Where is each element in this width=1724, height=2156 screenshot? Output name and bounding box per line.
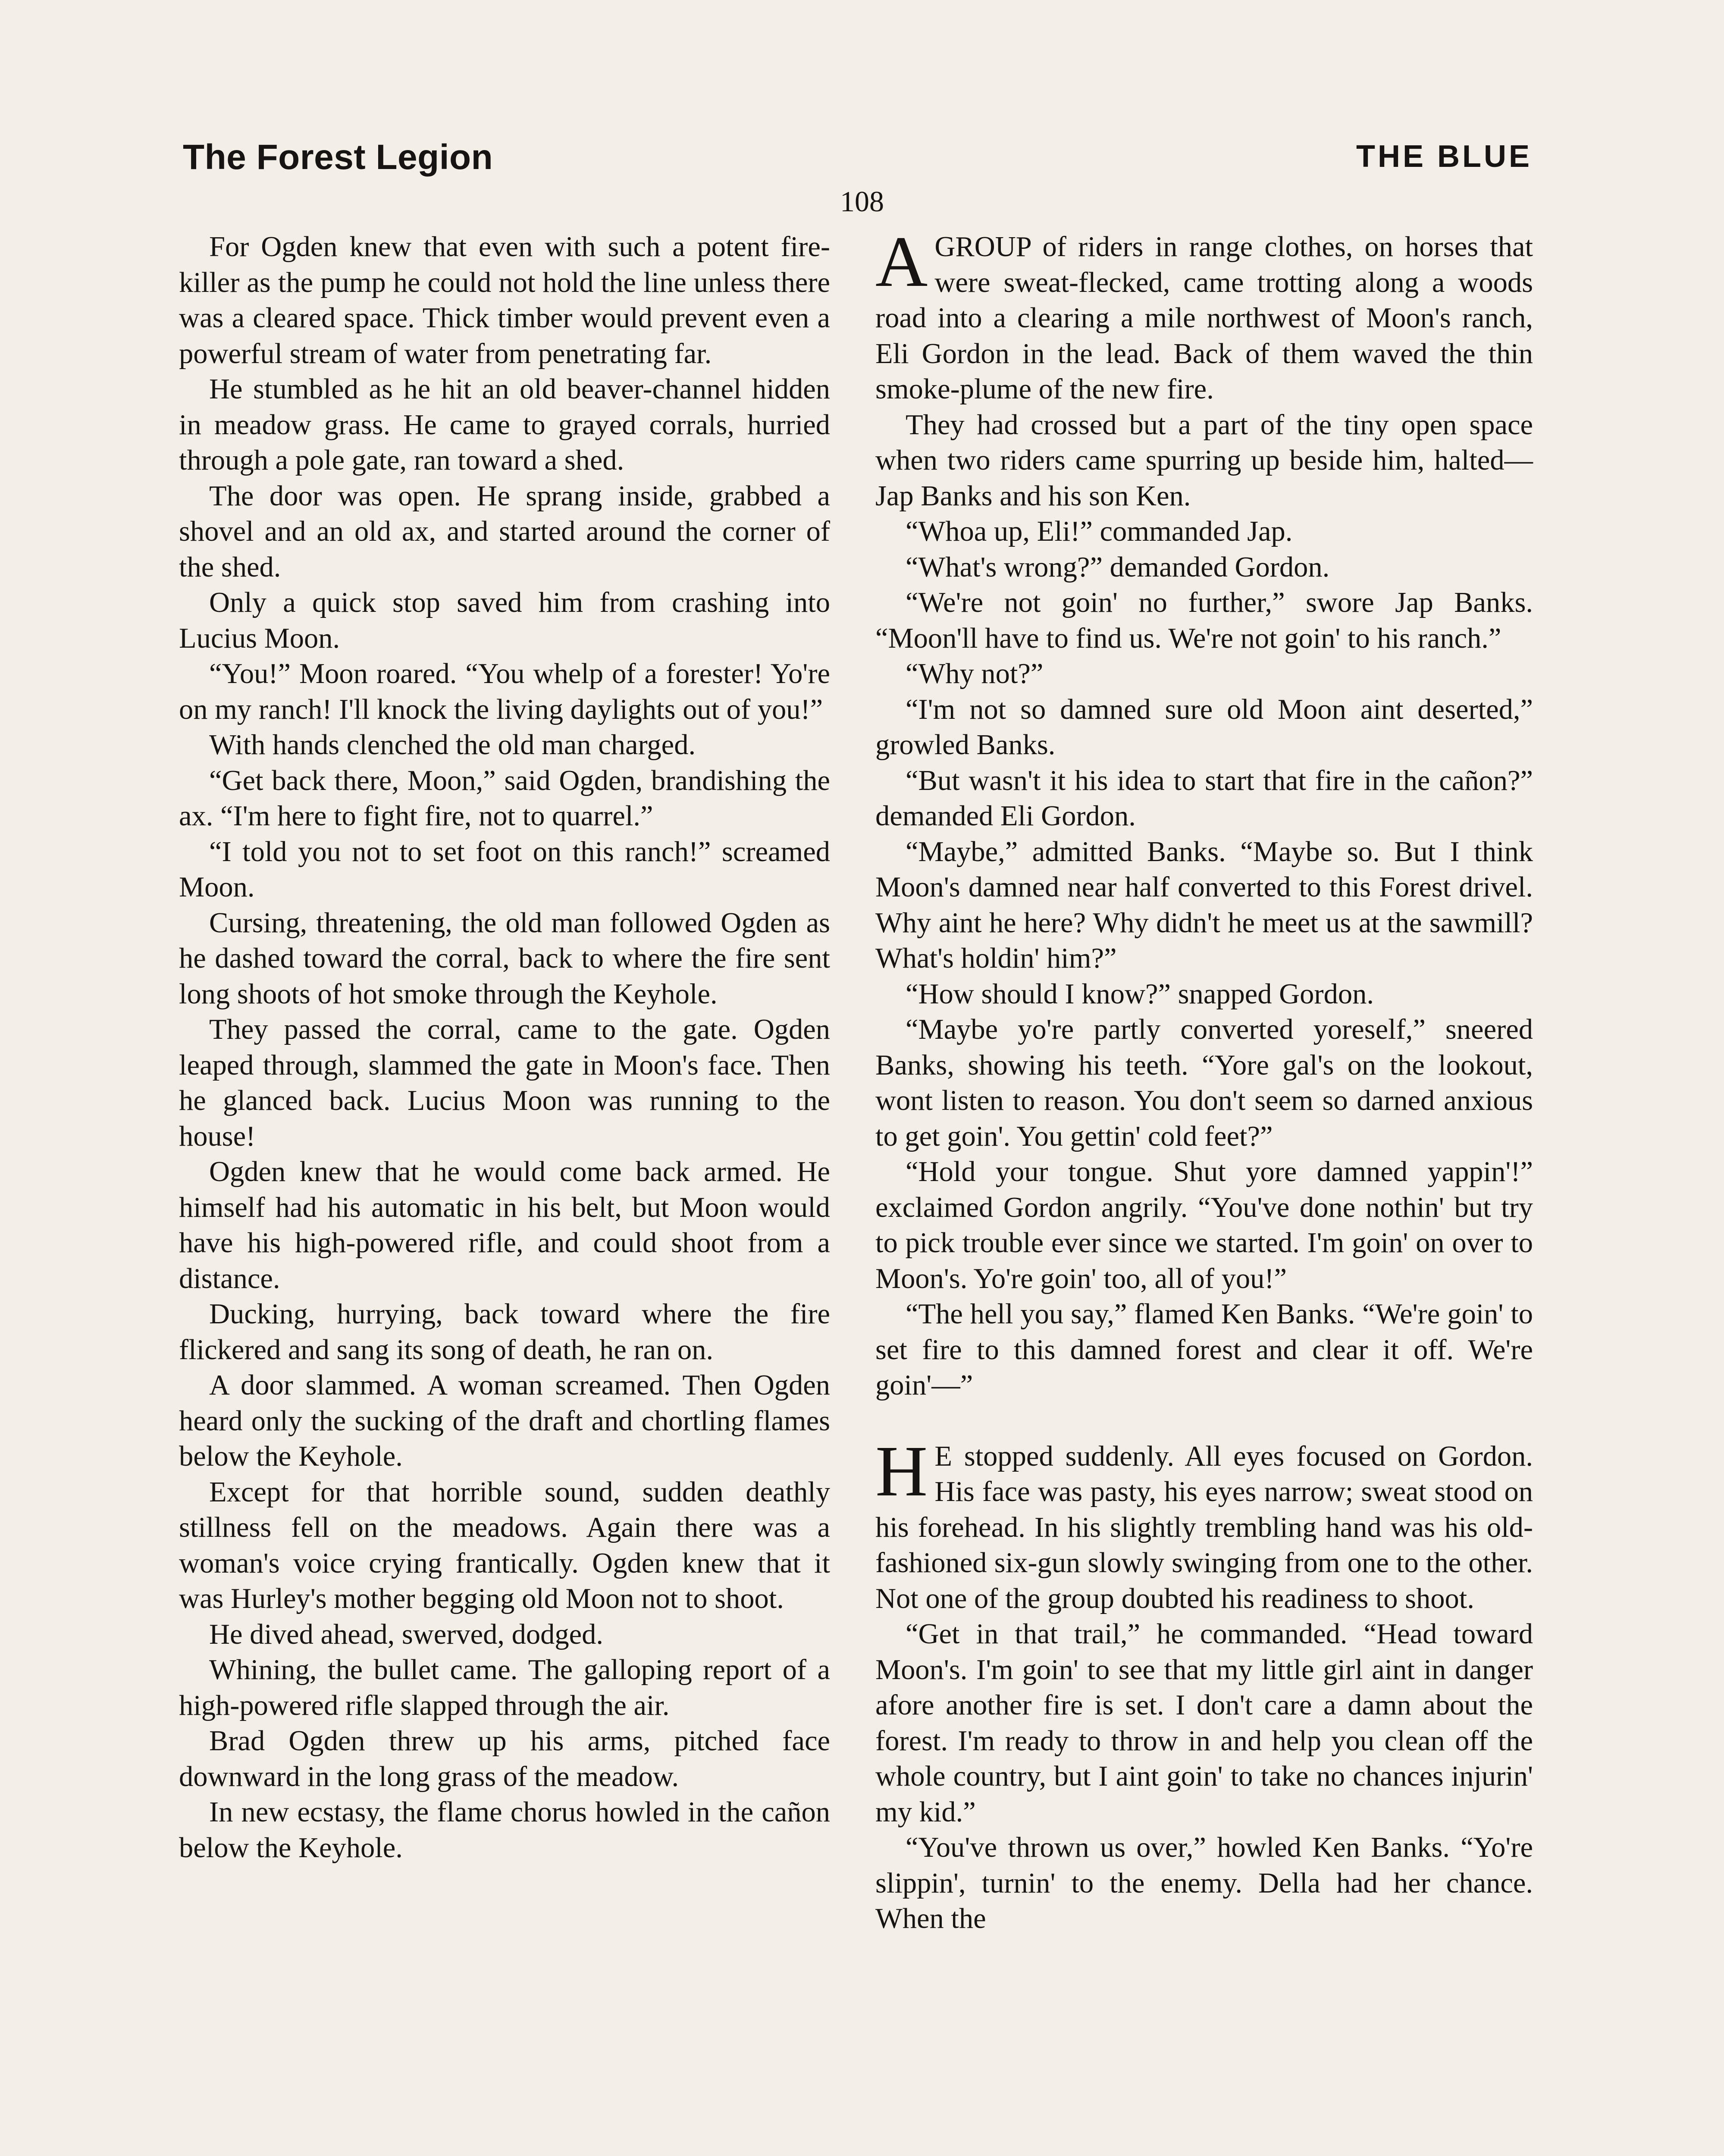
- paragraph: Brad Ogden threw up his arms, pitched face downward in the long grass of the meadow.: [179, 1725, 830, 1792]
- paragraph-text: GROUP of riders in range clothes, on horses that were sweat-flecked, came trotting along a woods road into a clearing a mile northwest of Moon's ranch, Eli Gordon in the lead. Back of them waved the thin smoke-plume of the new fire.: [875, 231, 1533, 405]
- paragraph: They passed the corral, came to the gate. Ogden leaped through, slammed the gate in Moon's face. Then he glanced back. Lucius Moon was running to the house!: [179, 1014, 830, 1152]
- paragraph: With hands clenched the old man charged.: [209, 729, 696, 761]
- paragraph: “I told you not to set foot on this ranch!” screamed Moon.: [179, 836, 830, 903]
- drop-cap: H: [875, 1431, 928, 1511]
- paragraph: “Hold your tongue. Shut yore damned yappin'!” exclaimed Gordon angrily. “You've done nothin' but try to pick trouble ever since we started. I'm goin' on over to Moon's. Yo're goin' too, all of you!”: [875, 1156, 1533, 1294]
- paragraph: “We're not goin' no further,” swore Jap Banks. “Moon'll have to find us. We're not goin' to his ranch.”: [875, 587, 1533, 654]
- paragraph: “How should I know?” snapped Gordon.: [906, 978, 1374, 1010]
- paragraph: “Maybe,” admitted Banks. “Maybe so. But I think Moon's damned near half converted to this Forest drivel. Why aint he here? Why didn't he meet us at the sawmill? What's holdin' him?”: [875, 836, 1533, 974]
- section-break: [875, 1404, 1533, 1439]
- paragraph: A door slammed. A woman screamed. Then Ogden heard only the sucking of the draft and chortling flames below the Keyhole.: [179, 1369, 830, 1472]
- left-text-column: [179, 229, 830, 1866]
- paragraph: For Ogden knew that even with such a potent fire-killer as the pump he could not hold the line unless there was a cleared space. Thick timber would prevent even a powerful stream of water from penetrating far.: [179, 231, 830, 370]
- paragraph: Except for that horrible sound, sudden deathly stillness fell on the meadows. Again there was a woman's voice crying frantically. Ogden knew that it was Hurley's mother begging old Moon not to shoot.: [179, 1476, 830, 1614]
- paragraph: “Get back there, Moon,” said Ogden, brandishing the ax. “I'm here to fight fire, not to quarrel.”: [179, 765, 830, 832]
- paragraph: The door was open. He sprang inside, grabbed a shovel and an old ax, and started around the corner of the shed.: [179, 480, 830, 583]
- paragraph: “You!” Moon roared. “You whelp of a forester! Yo're on my ranch! I'll knock the living daylights out of you!”: [179, 658, 830, 725]
- paragraph: Cursing, threatening, the old man followed Ogden as he dashed toward the corral, back to where the fire sent long shoots of hot smoke through the Keyhole.: [179, 907, 830, 1010]
- paragraph: He stumbled as he hit an old beaver-channel hidden in meadow grass. He came to grayed corrals, hurried through a pole gate, ran toward a shed.: [179, 373, 830, 476]
- paragraph: He dived ahead, swerved, dodged.: [209, 1618, 604, 1650]
- page-number: 108: [840, 185, 884, 218]
- drop-cap: A: [875, 222, 928, 302]
- paragraph: “You've thrown us over,” howled Ken Banks. “Yo're slippin', turnin' to the enemy. Della had her chance. When the: [875, 1832, 1533, 1934]
- paragraph: “Get in that trail,” he commanded. “Head toward Moon's. I'm goin' to see that my little girl aint in danger afore another fire is set. I don't care a damn about the forest. I'm ready to throw in and help you clean off the whole country, but I aint goin' to take no chances injurin' my kid.”: [875, 1618, 1533, 1828]
- right-text-column: [875, 222, 1533, 1937]
- paragraph: “Why not?”: [906, 658, 1044, 689]
- paragraph: “What's wrong?” demanded Gordon.: [906, 551, 1330, 583]
- magazine-name: THE BLUE: [1356, 139, 1532, 174]
- paragraph: “I'm not so damned sure old Moon aint deserted,” growled Banks.: [875, 693, 1533, 761]
- paragraph-text: E stopped suddenly. All eyes focused on Gordon. His face was pasty, his eyes narrow; sweat stood on his forehead. In his slightly trembling hand was his old-fashioned six-gun slowly swinging from one to the other. Not one of the group doubted his readiness to shoot.: [875, 1440, 1533, 1614]
- section-opening-paragraph: [875, 222, 1533, 407]
- paragraph: Ogden knew that he would come back armed. He himself had his automatic in his belt, but Moon would have his high-powered rifle, and could shoot from a distance.: [179, 1156, 830, 1294]
- running-head-title: The Forest Legion: [183, 138, 493, 177]
- paragraph: Whining, the bullet came. The galloping report of a high-powered rifle slapped through the air.: [179, 1654, 830, 1721]
- paragraph: “The hell you say,” flamed Ken Banks. “We're goin' to set fire to this damned forest and clear it off. We're goin'—”: [875, 1298, 1533, 1401]
- paragraph: Ducking, hurrying, back toward where the fire flickered and sang its song of death, he ran on.: [179, 1298, 830, 1366]
- paragraph: Only a quick stop saved him from crashing into Lucius Moon.: [179, 587, 830, 654]
- paragraph: They had crossed but a part of the tiny open space when two riders came spurring up beside him, halted—Jap Banks and his son Ken.: [875, 409, 1533, 512]
- paragraph: “Whoa up, Eli!” commanded Jap.: [906, 516, 1293, 547]
- section-opening-paragraph: [875, 1431, 1533, 1617]
- paragraph: “Maybe yo're partly converted yoreself,” sneered Banks, showing his teeth. “Yore gal's on the lookout, wont listen to reason. You don't seem so darned anxious to get goin'. You gettin' cold feet?”: [875, 1014, 1533, 1152]
- paragraph: “But wasn't it his idea to start that fire in the cañon?” demanded Eli Gordon.: [875, 765, 1533, 832]
- paragraph: In new ecstasy, the flame chorus howled in the cañon below the Keyhole.: [179, 1796, 830, 1864]
